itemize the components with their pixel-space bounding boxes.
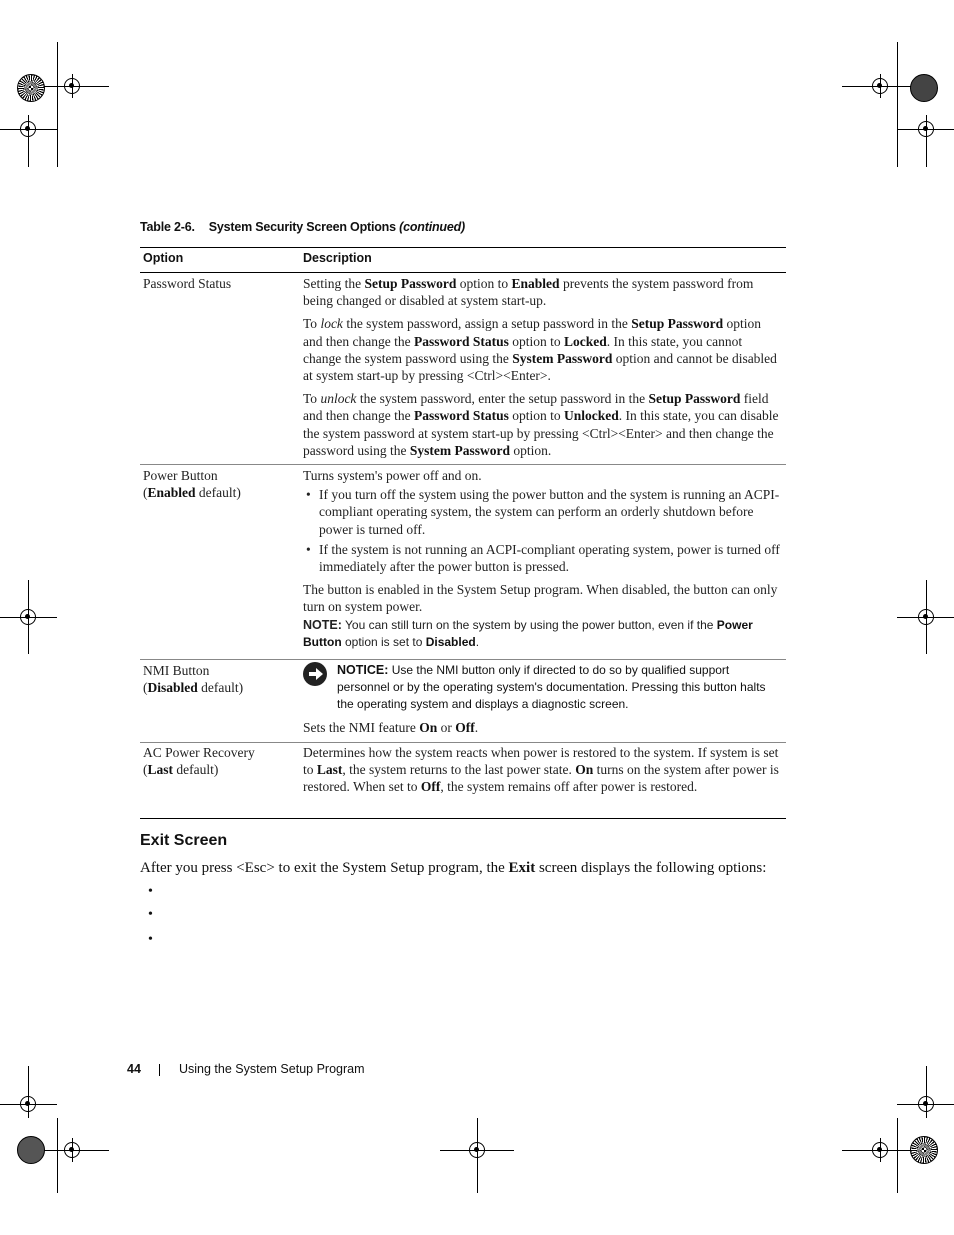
list-item: • If you turn off the system using the power button and the system is running an ACPI-compliant operating system, the system can perform an orderly shutdown before power is turned off. <box>303 486 783 538</box>
list-item: • If the system is not running an ACPI-compliant operating system, power is turned off immediately after the power button is pressed. <box>303 541 783 575</box>
crop-line <box>897 1118 898 1193</box>
crop-line <box>57 42 58 167</box>
registration-mark-icon <box>64 1142 80 1158</box>
description-paragraph: To lock the system password, assign a setup password in the Setup Password option and then change the Password Status option to Locked. In this state, you cannot change the system password using the System Password option and cannot be disabled at system start-up by pressing <Ctrl><Enter>. <box>303 316 777 384</box>
color-target-icon <box>910 74 938 102</box>
column-header-option: Option <box>143 251 184 265</box>
registration-mark-icon <box>872 1142 888 1158</box>
section-intro: After you press <Esc> to exit the System Setup program, the Exit screen displays the following options: <box>140 860 767 876</box>
color-target-icon <box>17 74 45 102</box>
table-top-rule <box>140 247 786 248</box>
option-nmi-button: NMI Button (Disabled default) <box>143 663 244 695</box>
column-header-description: Description <box>303 251 372 265</box>
table-bottom-rule <box>140 818 786 819</box>
row-rule <box>140 742 786 743</box>
description-paragraph: To unlock the system password, enter the setup password in the Setup Password field and then change the Password Status option to Unlocked. In this state, you can disable the system password at system start-up by pressing <Ctrl><Enter> and then change the password using the System Password option. <box>303 391 779 458</box>
table-caption <box>140 220 465 234</box>
crop-line <box>57 1118 58 1193</box>
footer-divider <box>159 1064 160 1076</box>
table-title: System Security Screen Options <box>208 220 396 234</box>
color-target-icon <box>17 1136 45 1164</box>
option-password-status: Password Status <box>143 276 232 291</box>
table-continued: (continued) <box>399 220 465 234</box>
notice <box>303 662 783 713</box>
description-paragraph: Turns system's power off and on. <box>303 468 482 483</box>
registration-mark-icon <box>918 609 934 625</box>
notice-arrow-icon <box>303 662 327 686</box>
page-number: 44 <box>127 1062 141 1076</box>
description-paragraph: The button is enabled in the System Setup program. When disabled, the button can only turn on system power. <box>303 582 778 615</box>
registration-mark-icon <box>872 78 888 94</box>
option-power-button: Power Button (Enabled default) <box>143 468 241 500</box>
list-item-bullet: • <box>148 884 153 899</box>
section-heading: Exit Screen <box>140 832 228 849</box>
notice-text: NOTICE: Use the NMI button only if directed to do so by qualified support personnel or by the operating system's documentation. Pressing this button halts the operating system and displays a diagnostic screen. <box>337 663 766 711</box>
description-ac-power-recovery <box>303 744 783 802</box>
row-rule <box>140 659 786 660</box>
registration-mark-icon <box>918 1096 934 1112</box>
note: NOTE: You can still turn on the system by using the power button, even if the Power Button option is set to Disabled. <box>303 617 753 649</box>
row-rule <box>140 464 786 465</box>
description-paragraph: Sets the NMI feature On or Off. <box>303 720 479 735</box>
description-nmi-button <box>303 719 783 742</box>
bullet-list <box>303 486 783 575</box>
description-paragraph: Determines how the system reacts when power is restored to the system. If system is set to Last, the system returns to the last power state. On turns on the system after power is restored. When set to Off, the system remains off after power is restored. <box>303 745 779 795</box>
option-ac-power-recovery: AC Power Recovery (Last default) <box>143 745 255 777</box>
footer-chapter-title: Using the System Setup Program <box>179 1062 365 1076</box>
registration-mark-icon <box>918 121 934 137</box>
description-power-button <box>303 467 783 651</box>
registration-mark-icon <box>20 1096 36 1112</box>
registration-mark-icon <box>20 121 36 137</box>
header-rule <box>140 272 786 273</box>
registration-mark-icon <box>469 1142 485 1158</box>
description-paragraph: Setting the Setup Password option to Enabled prevents the system password from being changed or disabled at system start-up. <box>303 276 754 309</box>
list-item-bullet: • <box>148 907 153 922</box>
registration-mark-icon <box>64 78 80 94</box>
registration-mark-icon <box>20 609 36 625</box>
list-item-bullet: • <box>148 932 153 947</box>
crop-line <box>897 42 898 167</box>
color-target-icon <box>910 1136 938 1164</box>
table-number: Table 2-6. <box>140 220 195 234</box>
description-password-status <box>303 275 783 465</box>
